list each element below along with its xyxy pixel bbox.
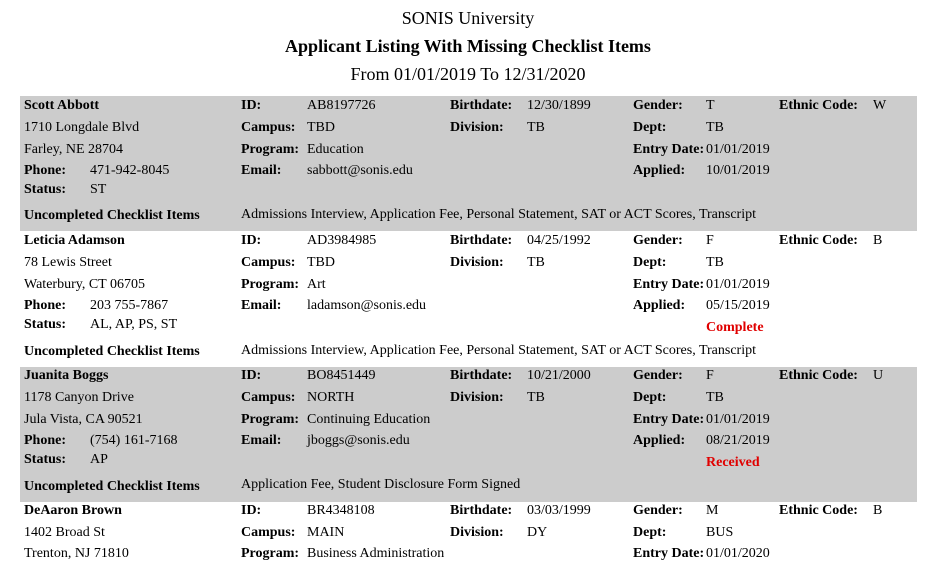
entry-date-value: 01/01/2019 [706, 142, 770, 157]
ethnic-code-value: B [873, 233, 883, 248]
division-label: Division: [450, 390, 504, 405]
address-line-1: 78 Lewis Street [24, 255, 112, 270]
status-label: Status: [24, 182, 67, 197]
entry-date-value: 01/01/2019 [706, 277, 770, 292]
uncompleted-label: Uncompleted Checklist Items [24, 479, 200, 494]
birthdate-value: 04/25/1992 [527, 233, 591, 248]
entry-date-label: Entry Date: [633, 412, 705, 427]
program-label: Program: [241, 546, 300, 561]
id-label: ID: [241, 233, 262, 248]
campus-label: Campus: [241, 525, 296, 540]
applicant-name: Leticia Adamson [24, 233, 125, 248]
email-label: Email: [241, 298, 282, 313]
dept-label: Dept: [633, 525, 667, 540]
birthdate-label: Birthdate: [450, 503, 513, 518]
applicant-record [20, 96, 917, 231]
uncompleted-label: Uncompleted Checklist Items [24, 344, 200, 359]
campus-value: TBD [307, 255, 335, 270]
university-name: SONIS University [401, 8, 535, 28]
phone-label: Phone: [24, 433, 66, 448]
applicant-name: Juanita Boggs [24, 368, 109, 383]
division-value: TB [527, 120, 545, 135]
uncompleted-items: Admissions Interview, Application Fee, Personal Statement, SAT or ACT Scores, Transcript [241, 343, 756, 358]
applied-label: Applied: [633, 433, 686, 448]
status-value: AL, AP, PS, ST [90, 317, 178, 332]
program-value: Continuing Education [307, 412, 431, 427]
id-label: ID: [241, 503, 262, 518]
id-label: ID: [241, 98, 262, 113]
applied-label: Applied: [633, 298, 686, 313]
birthdate-label: Birthdate: [450, 368, 513, 383]
applied-value: 05/15/2019 [706, 298, 770, 313]
email-value: ladamson@sonis.edu [307, 298, 427, 313]
dept-label: Dept: [633, 120, 667, 135]
address-line-1: 1710 Longdale Blvd [24, 120, 140, 135]
birthdate-value: 10/21/2000 [527, 368, 591, 383]
address-line-1: 1178 Canyon Drive [24, 390, 134, 405]
address-line-2: Jula Vista, CA 90521 [24, 412, 143, 427]
applicant-record [20, 231, 917, 367]
entry-date-value: 01/01/2020 [706, 546, 770, 561]
application-status: Received [706, 455, 760, 470]
gender-label: Gender: [633, 98, 683, 113]
birthdate-label: Birthdate: [450, 98, 513, 113]
status-value: ST [90, 182, 107, 197]
status-label: Status: [24, 317, 67, 332]
phone-value: (754) 161-7168 [90, 433, 178, 448]
applied-value: 10/01/2019 [706, 163, 770, 178]
uncompleted-items: Admissions Interview, Application Fee, Personal Statement, SAT or ACT Scores, Transcript [241, 207, 756, 222]
program-value: Art [307, 277, 326, 292]
program-label: Program: [241, 412, 300, 427]
dept-value: TB [706, 120, 724, 135]
ethnic-code-value: U [873, 368, 884, 383]
address-line-1: 1402 Broad St [24, 525, 105, 540]
date-range: From 01/01/2019 To 12/31/2020 [350, 64, 586, 84]
program-value: Business Administration [307, 546, 445, 561]
ethnic-code-label: Ethnic Code: [779, 233, 858, 248]
applicant-record [20, 502, 917, 561]
entry-date-value: 01/01/2019 [706, 412, 770, 427]
gender-value: F [706, 368, 714, 383]
program-label: Program: [241, 142, 300, 157]
id-value: AB8197726 [307, 98, 376, 113]
status-label: Status: [24, 452, 67, 467]
email-value: jboggs@sonis.edu [307, 433, 410, 448]
campus-label: Campus: [241, 390, 296, 405]
gender-value: M [706, 503, 719, 518]
campus-value: MAIN [307, 525, 345, 540]
entry-date-label: Entry Date: [633, 546, 705, 561]
division-value: TB [527, 255, 545, 270]
program-label: Program: [241, 277, 300, 292]
entry-date-label: Entry Date: [633, 277, 705, 292]
division-label: Division: [450, 120, 504, 135]
address-line-2: Waterbury, CT 06705 [24, 277, 145, 292]
id-value: BR4348108 [307, 503, 375, 518]
id-value: AD3984985 [307, 233, 377, 248]
applicant-name: DeAaron Brown [24, 503, 122, 518]
gender-label: Gender: [633, 233, 683, 248]
division-label: Division: [450, 525, 504, 540]
dept-label: Dept: [633, 255, 667, 270]
dept-value: BUS [706, 525, 734, 540]
gender-value: F [706, 233, 714, 248]
id-value: BO8451449 [307, 368, 376, 383]
division-value: TB [527, 390, 545, 405]
campus-label: Campus: [241, 255, 296, 270]
ethnic-code-value: B [873, 503, 883, 518]
gender-value: T [706, 98, 715, 113]
phone-label: Phone: [24, 163, 66, 178]
dept-value: TB [706, 255, 724, 270]
ethnic-code-label: Ethnic Code: [779, 503, 858, 518]
program-value: Education [307, 142, 364, 157]
status-value: AP [90, 452, 108, 467]
ethnic-code-label: Ethnic Code: [779, 98, 858, 113]
report-title: Applicant Listing With Missing Checklist Items [285, 36, 651, 56]
gender-label: Gender: [633, 503, 683, 518]
email-label: Email: [241, 433, 282, 448]
applicant-name: Scott Abbott [24, 98, 100, 113]
dept-label: Dept: [633, 390, 667, 405]
ethnic-code-value: W [873, 98, 887, 113]
email-label: Email: [241, 163, 282, 178]
applied-value: 08/21/2019 [706, 433, 770, 448]
division-value: DY [527, 525, 548, 540]
application-status: Complete [706, 320, 764, 335]
id-label: ID: [241, 368, 262, 383]
gender-label: Gender: [633, 368, 683, 383]
campus-label: Campus: [241, 120, 296, 135]
birthdate-value: 03/03/1999 [527, 503, 591, 518]
applied-label: Applied: [633, 163, 686, 178]
division-label: Division: [450, 255, 504, 270]
campus-value: TBD [307, 120, 335, 135]
uncompleted-items: Application Fee, Student Disclosure Form Signed [241, 477, 521, 492]
address-line-2: Farley, NE 28704 [24, 142, 124, 157]
email-value: sabbott@sonis.edu [307, 163, 413, 178]
uncompleted-label: Uncompleted Checklist Items [24, 208, 200, 223]
campus-value: NORTH [307, 390, 355, 405]
birthdate-label: Birthdate: [450, 233, 513, 248]
phone-label: Phone: [24, 298, 66, 313]
address-line-2: Trenton, NJ 71810 [24, 546, 129, 561]
birthdate-value: 12/30/1899 [527, 98, 591, 113]
phone-value: 203 755-7867 [90, 298, 169, 313]
phone-value: 471-942-8045 [90, 163, 170, 178]
applicant-record [20, 367, 917, 502]
entry-date-label: Entry Date: [633, 142, 705, 157]
ethnic-code-label: Ethnic Code: [779, 368, 858, 383]
dept-value: TB [706, 390, 724, 405]
